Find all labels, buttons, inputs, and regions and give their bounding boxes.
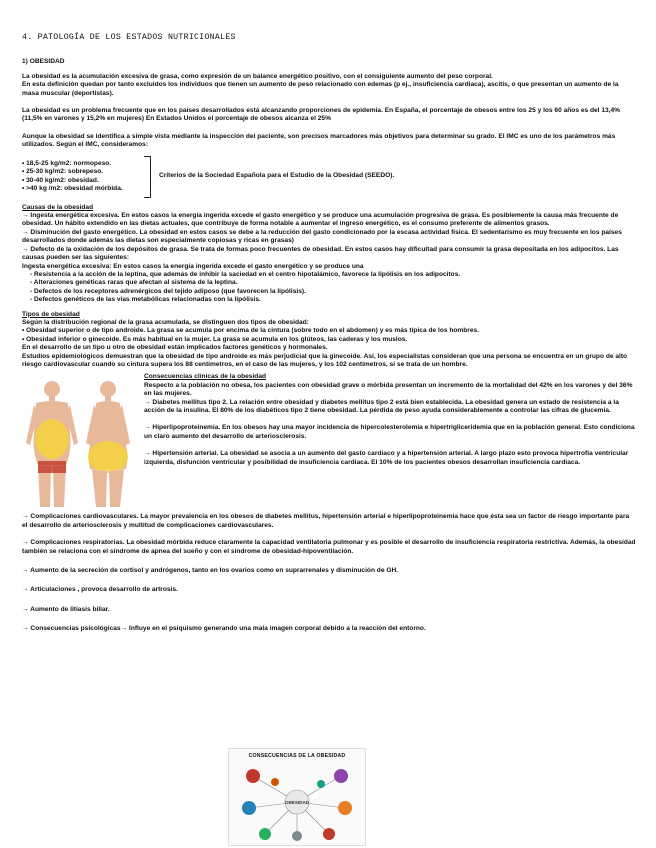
brace-shape (144, 156, 151, 198)
imc-item: • >40 kg /m2: obesidad mórbida. (22, 185, 123, 193)
chapter-title: 4. PATOLOGÍA DE LOS ESTADOS NUTRICIONALES (22, 33, 236, 42)
imc-intro: Aunque la obesidad se identifica a simple vista mediante la inspección del paciente, son precisos marcadores más objetivos para determinar su grado. El IMC es uno de los parámetros más utilizados. Según el IMC, consideramos: (22, 132, 616, 149)
epidemiology-paragraph: La obesidad es un problema frecuente que en los países desarrollados está alcanzando proporciones de epidemia. En España, el porcentaje de obesos entre los 25 y los 60 años es del 13,4% (11,5% en varones y 15,2% en mujeres) En Estados Unidos el porcentaje de obesos alcanza el 25% (22, 107, 621, 123)
consequence-item: → Hipertensión arterial. La obesidad se asocia a un aumento del gasto cardiaco y a hipertensión arterial. A largo plazo esto provoca hipertrofia ventricular izquierda, disfunción ventricular y posibilidad de insuficiencia cardiaca. El 10% de los pacientes obesos desarrollan insuficiencia cardiaca. (144, 450, 629, 466)
imc-item: • 30-40 kg/m2: obesidad. (22, 176, 99, 184)
section-title: 1) OBESIDAD (22, 58, 65, 66)
consequence-item: → Articulaciones , provoca desarrollo de artrosis. (22, 586, 178, 594)
consequence-item: → Hiperlipoproteinemia. En los obesos hay una mayor incidencia de hipercolesterolemia e hipertrigliceridemia que en la población general. Esto condiciona un claro aumento del desarrollo de arteriosclerosis. (144, 424, 635, 440)
consequences-block (22, 373, 636, 513)
consequence-item: Respecto a la población no obesa, los pacientes con obesidad grave o mórbida presentan un incremento de la mortalidad del 42% en los varones y del 36% en las mujeres. (144, 381, 633, 398)
imc-item: • 18,5-25 kg/m2: normopeso. (22, 159, 112, 167)
cause-subitem: - Alteraciones genéticas raras que afectan al sistema de la leptina. (30, 279, 238, 287)
cause-subitem: - Defectos de los receptores adrenérgicos del tejido adiposo (que favorecen la lipólisis). (30, 287, 306, 295)
consequence-item: → Aumento de litiasis biliar. (22, 605, 110, 613)
body-figures-icon (22, 373, 138, 513)
consequence-item: → Diabetes mellitus tipo 2. La relación entre obesidad y diabetes mellitus tipo 2 está bien establecida. La obesidad genera un estado de resistencia a la acción de la insulina. El 80% de los diabéticos tipo 2 tiene obesidad. La pérdida de peso ayuda considerablemente a controlar las cifras de glucemia. (144, 398, 619, 414)
imc-list (22, 160, 142, 194)
consequences-title: Consecuencias clínicas de la obesidad (144, 373, 267, 381)
infographic-diagram-icon (229, 760, 365, 844)
consequence-item: → Complicaciones respiratorias. La obesidad mórbida reduce claramente la capacidad ventilatoria pulmonar y es posible el desarrollo de insuficiencia respiratoria restrictiva. Además, la obesidad también se relaciona con el síndrome de apnea del sueño y con el síndrome de obesidad-hipoventilación. (22, 539, 636, 555)
cause-item: → Defecto de la oxidación de los depósitos de grasa. Se trata de formas poco frecuentes de obesidad. En estos casos hay dificultad para consumir la grasa depositada en los adipocitos. Las causas pueden ser las siguientes: (22, 245, 619, 262)
consequences-text (138, 373, 636, 513)
cause-subitem: - Defectos genéticos de las vías metabólicas relacionadas con la lipólisis. (30, 296, 261, 304)
types-paragraph: • Obesidad inferior o ginecoide. Es más habitual en la mujer. La grasa se acumula en los glúteos, las caderas y los muslos. (22, 335, 408, 343)
cause-item: → Disminución del gasto energético. La obesidad en estos casos se debe a la reducción del gasto condicionado por la escasa actividad física. El sedentarismo es muy frecuente en los países desarrollados donde además las dietas son especialmente copiosas y ricas en grasas) (22, 228, 622, 245)
imc-item: • 25-30 kg/m2: sobrepeso. (22, 168, 104, 176)
types-paragraph: Según la distribución regional de la grasa acumulada, se distinguen dos tipos de obesidad: (22, 318, 309, 326)
cause-item: → Ingesta energética excesiva. En estos casos la energía ingerida excede el gasto energético y se produce una acumulación progresiva de grasa. Es posiblemente la causa más frecuente de obesidad. Un hábito extendido en las dietas actuales, que contribuye de forma notable a aumentar el ingreso energético, es el consumo preferente de alimentos grasos. (22, 212, 619, 228)
body-types-illustration (22, 373, 138, 513)
causes-title: Causas de la obesidad (22, 203, 94, 211)
imc-classification (22, 156, 636, 198)
types-paragraph: • Obesidad superior o de tipo androide. La grasa se acumula por encima de la cintura (sobre todo en el abdomen) y es más típica de los hombres. (22, 327, 480, 335)
types-paragraph: En el desarrollo de un tipo u otro de obesidad están implicados factores genéticos y hormonales. (22, 344, 328, 352)
types-title: Tipos de obesidad (22, 310, 80, 318)
consequence-item: → Aumento de la secreción de cortisol y andrógenos, tanto en los ovarios como en suprarrenales y disminución de GH. (22, 567, 399, 574)
cause-item: Ingesta energética excesiva: En estos casos la energía ingerida excede el gasto energético y se produce una (22, 262, 364, 270)
types-paragraph: Estudios epidemiológicos demuestran que la obesidad de tipo androide es más perjudicial que la ginecoide. Así, los especialistas consideran que una persona se encuentra en un grupo de alto riesgo cardiovascular cuando su cintura supera los 88 centímetros, en el caso de las mujeres, y los 102 centímetros, si se trata de un hombre. (22, 352, 628, 368)
infographic-title: CONSECUENCIAS DE LA OBESIDAD (248, 753, 346, 759)
obesity-consequences-infographic (228, 748, 366, 846)
imc-criteria: Criterios de la Sociedad Española para el Estudio de la Obesidad (SEEDO). (159, 172, 395, 180)
cause-subitem: - Resistencia a la acción de la leptina, que además de inhibir la saciedad en el centro hipotalámico, favorece la lipólisis en los adipocitos. (30, 270, 461, 278)
infographic-center-label: OBESIDAD (284, 800, 310, 806)
document-page (22, 30, 636, 634)
intro-paragraph: La obesidad es la acumulación excesiva de grasa, como expresión de un balance energético positivo, con el consiguiente aumento del peso corporal. (22, 72, 493, 80)
consequence-item: → Consecuencias psicológicas→ Influye en el psiquismo generando una mala imagen corporal debido a la reacción del entorno. (22, 625, 426, 633)
consequence-item: → Complicaciones cardiovasculares. La mayor prevalencia en los obesos de diabetes mellitus, hipertensión arterial e hiperlipoproteinemia hace que ésta sea un factor de riesgo importante para el desarrollo de arteriosclerosis y multitud de complicaciones cardiovasculares. (22, 513, 630, 529)
intro-paragraph: En esta definición quedan por tanto excluidos los individuos que tienen un aumento de peso relacionado con edemas (p ej., insuficiencia cardiaca), ascitis, o que presentan un aumento de la masa muscular (deportistas). (22, 81, 619, 97)
